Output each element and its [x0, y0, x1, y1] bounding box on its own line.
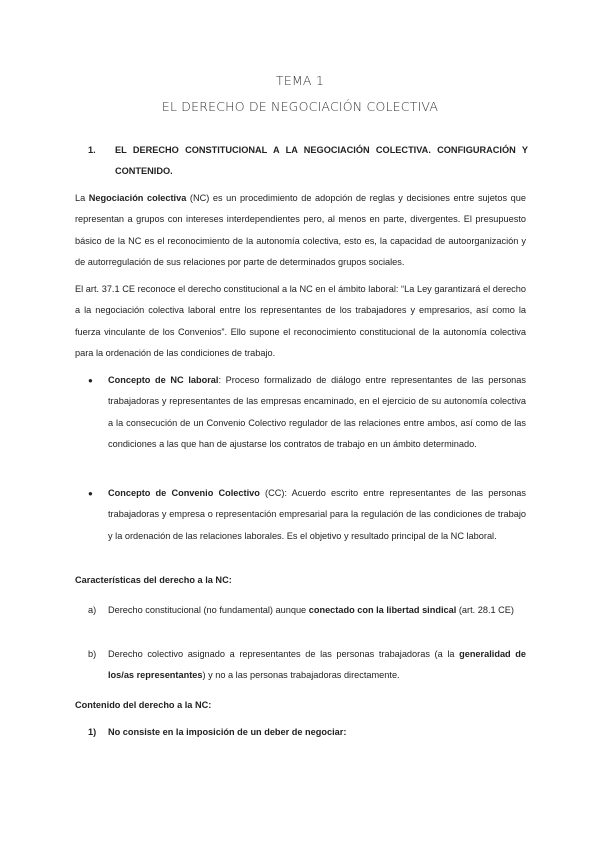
bullet-dot-icon: ●: [88, 376, 93, 385]
paragraph-art-37: El art. 37.1 CE reconoce el derecho constitucional a la NC en el ámbito laboral: “La Ley garantizará el derecho a la negociación colectiva laboral entre los representantes de los trabajadores y empresarios, así como la fuerza vinculante de los Convenios”. Ello supone el reconocimiento constitucional de la autonomía colectiva para la ordenación de las condiciones de trabajo.: [75, 284, 526, 358]
list-text: Derecho colectivo asignado a representantes de las personas trabajadoras (a la: [108, 649, 460, 659]
list-marker: b): [88, 649, 97, 659]
paragraph-body: (NC) es un procedimiento de adopción de reglas y decisiones entre sujetos que representan a grupos con intereses interdependientes pero, al menos en parte, divergentes. El presupuesto básico de la NC es el reconocimiento de la autonomía colectiva, esto es, la capacidad de autoorganización y de autorregulación de sus relaciones por parte de determinados grupos sociales.: [75, 193, 526, 267]
list-marker: a): [88, 605, 97, 615]
section-heading: [88, 140, 528, 182]
paragraph-nc-definition: [75, 188, 526, 273]
paragraph-lead: La: [75, 193, 89, 203]
bullet-item: [88, 483, 526, 547]
list-item: [88, 600, 526, 621]
term-negociacion-colectiva: Negociación colectiva: [88, 193, 187, 203]
numbered-marker: 1): [88, 727, 97, 737]
list-bold: generalidad de los/as representantes: [108, 649, 526, 681]
bullet-term: Concepto de NC laboral: [108, 375, 219, 385]
bullet-text: (CC): Acuerdo escrito entre representantes de las personas trabajadoras y empresa o representación empresarial para la regulación de las condiciones de trabajo y la ordenación de las relaciones laborales. Es el objetivo y resultado principal de la NC laboral.: [108, 488, 527, 541]
chapter-title: EL DERECHO DE NEGOCIACIÓN COLECTIVA: [161, 99, 439, 114]
bullet-item: [88, 370, 526, 455]
section-number: 1.: [88, 145, 96, 155]
bullet-text: : Proceso formalizado de diálogo entre representantes de las personas trabajadoras y representantes de las empresas encaminado, en el ejercicio de su autonomía colectiva a la consecución de un Convenio Colectivo regulador de las relaciones entre ambos, así como de las condiciones a las que han de ajustarse los contratos de trabajo en un ámbito determinado.: [108, 375, 526, 449]
bullet-dot-icon: ●: [88, 489, 93, 498]
list-text: Derecho constitucional (no fundamental) aunque: [108, 605, 309, 615]
bullet-term: Concepto de Convenio Colectivo: [108, 488, 260, 498]
section-title: EL DERECHO CONSTITUCIONAL A LA NEGOCIACIÓN COLECTIVA. CONFIGURACIÓN Y CONTENIDO.: [115, 145, 528, 176]
list-text-end: (art. 28.1 CE): [456, 605, 514, 615]
characteristics-heading: Características del derecho a la NC:: [75, 575, 232, 585]
chapter-label: TEMA 1: [276, 73, 324, 88]
list-item: [88, 644, 526, 687]
numbered-item: [88, 727, 346, 737]
list-text-end: ) y no a las personas trabajadoras directamente.: [202, 670, 400, 681]
numbered-text: No consiste en la imposición de un deber de negociar:: [108, 727, 347, 737]
content-heading: Contenido del derecho a la NC:: [75, 700, 212, 710]
list-bold: conectado con la libertad sindical: [308, 605, 457, 615]
